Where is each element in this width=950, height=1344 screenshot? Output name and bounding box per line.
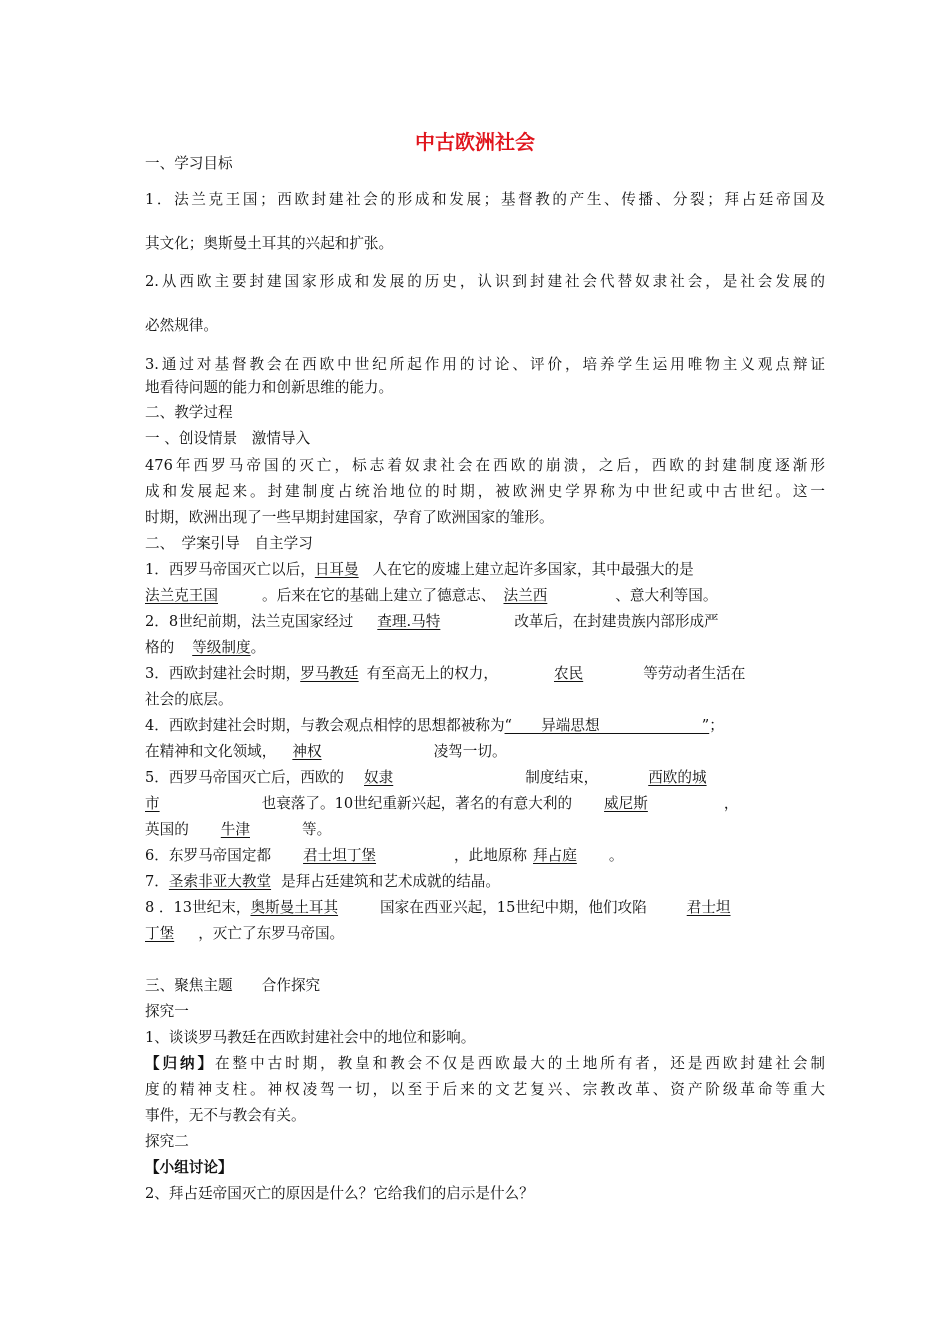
answer-blank: 丁堡 xyxy=(145,925,175,942)
answer-blank: 圣索非亚大教堂 xyxy=(168,873,272,890)
objective-2-line-1: 2.从西欧主要封建国家形成和发展的历史，认识到封建社会代替奴隶社会，是社会发展的 xyxy=(145,273,825,290)
question-8-line-2: 丁堡 ，灭亡了东罗马帝国。 xyxy=(145,925,345,942)
answer-blank: 威尼斯 xyxy=(604,795,648,812)
answer-blank: 等级制度 xyxy=(192,639,251,656)
answer-blank: 法兰西 xyxy=(503,587,548,604)
intro-line-2: 成和发展起来。封建制度占统治地位的时期，被欧洲史学界称为中世纪或中古世纪。这一 xyxy=(145,483,825,500)
intro-line-1: 476年西罗马帝国的灭亡，标志着奴隶社会在西欧的崩溃，之后，西欧的封建制度逐渐形 xyxy=(145,457,825,474)
explore-1-summary-line-3: 事件，无不与教会有关。 xyxy=(145,1107,306,1124)
explore-2-heading: 探究二 xyxy=(145,1133,189,1150)
question-2-line-1: 2．8世纪前期，法兰克国家经过 查理.马特 改革后，在封建贵族内部形成严 xyxy=(145,613,719,630)
answer-blank: 西欧的城 xyxy=(648,769,707,786)
objective-1-line-2: 其文化；奥斯曼土耳其的兴起和扩张。 xyxy=(145,235,394,252)
answer-blank: 神权 xyxy=(292,743,322,760)
objective-3-line-2: 地看待问题的能力和创新思维的能力。 xyxy=(145,379,394,396)
question-5-line-2: 市 也衰落了。10世纪重新兴起，著名的有意大利的 威尼斯 ， xyxy=(145,795,739,812)
intro-line-3: 时期，欧洲出现了一些早期封建国家，孕育了欧洲国家的雏形。 xyxy=(145,509,554,526)
section-heading-objectives: 一、学习目标 xyxy=(145,155,233,172)
question-3-line-1: 3．西欧封建社会时期，罗马教廷 有至高无上的权力， 农民 等劳动者生活在 xyxy=(145,665,746,682)
question-1-line-1: 1．西罗马帝国灭亡以后，日耳曼 人在它的废墟上建立起许多国家，其中最强大的是 xyxy=(145,561,694,578)
answer-blank: 农民 xyxy=(553,665,584,682)
group-discussion-label: 【小组讨论】 xyxy=(145,1159,233,1176)
objective-1-line-1: 1．法兰克王国；西欧封建社会的形成和发展；基督教的产生、传播、分裂；拜占廷帝国及 xyxy=(145,191,825,208)
objective-3-line-1: 3.通过对基督教会在西欧中世纪所起作用的讨论、评价，培养学生运用唯物主义观点辩证 xyxy=(145,356,825,373)
explore-1-question: 1、谈谈罗马教廷在西欧封建社会中的地位和影响。 xyxy=(145,1029,476,1046)
answer-blank: 牛津 xyxy=(220,821,250,838)
subsection-heading-intro: 一 、创设情景 激情导入 xyxy=(145,430,311,447)
answer-blank: 君士坦 xyxy=(686,899,731,916)
question-8-line-1: 8 ．13世纪末，奥斯曼土耳其 国家在西亚兴起，15世纪中期，他们攻陷 君士坦 xyxy=(145,899,731,916)
answer-blank: 奴隶 xyxy=(364,769,394,786)
explore-1-heading: 探究一 xyxy=(145,1003,189,1020)
answer-blank: 拜占庭 xyxy=(533,847,577,864)
question-2-line-2: 格的 等级制度。 xyxy=(145,639,266,656)
section-heading-process: 二、教学过程 xyxy=(145,404,233,421)
answer-blank: 市 xyxy=(145,795,160,812)
answer-blank: 罗马教廷 xyxy=(300,665,359,682)
question-3-line-2: 社会的底层。 xyxy=(145,691,233,708)
question-4-line-2: 在精神和文化领域， 神权 凌驾一切。 xyxy=(145,743,507,760)
objective-2-line-2: 必然规律。 xyxy=(145,317,218,334)
question-6-line: 6．东罗马帝国定都 君士坦丁堡 ，此地原称 拜占庭 。 xyxy=(145,847,624,864)
explore-2-question: 2、拜占廷帝国灭亡的原因是什么？它给我们的启示是什么？ xyxy=(145,1185,534,1202)
subsection-heading-guide: 二、 学案引导 自主学习 xyxy=(145,535,313,552)
question-7-line: 7．圣索非亚大教堂 是拜占廷建筑和艺术成就的结晶。 xyxy=(145,873,500,890)
question-4-line-1: 4．西欧封建社会时期，与教会观点相悖的思想都被称为“ 异端思想 ”； xyxy=(145,717,724,734)
explore-1-summary-line-2: 度的精神支柱。神权凌驾一切，以至于后来的文艺复兴、宗教改革、资产阶级革命等重大 xyxy=(145,1081,825,1098)
page-title: 中古欧洲社会 xyxy=(415,130,535,154)
answer-blank: 日耳曼 xyxy=(314,561,359,578)
answer-blank: 奥斯曼土耳其 xyxy=(250,899,339,916)
question-5-line-1: 5．西罗马帝国灭亡后，西欧的 奴隶 制度结束， 西欧的城 xyxy=(145,769,707,786)
answer-blank: 君士坦丁堡 xyxy=(303,847,377,864)
answer-blank: “ 异端思想 ” xyxy=(504,717,710,734)
section-heading-explore: 三、聚焦主题 合作探究 xyxy=(145,977,321,994)
answer-blank: 查理.马特 xyxy=(377,613,441,630)
answer-blank: 法兰克王国 xyxy=(145,587,218,604)
question-5-line-3: 英国的 牛津 等。 xyxy=(145,821,332,838)
explore-1-summary-line-1: 【归纳】在整中古时期，教皇和教会不仅是西欧最大的土地所有者，还是西欧封建社会制 xyxy=(145,1055,825,1072)
question-1-line-2: 法兰克王国 。后来在它的基础上建立了德意志、 法兰西 、意大利等国。 xyxy=(145,587,718,604)
